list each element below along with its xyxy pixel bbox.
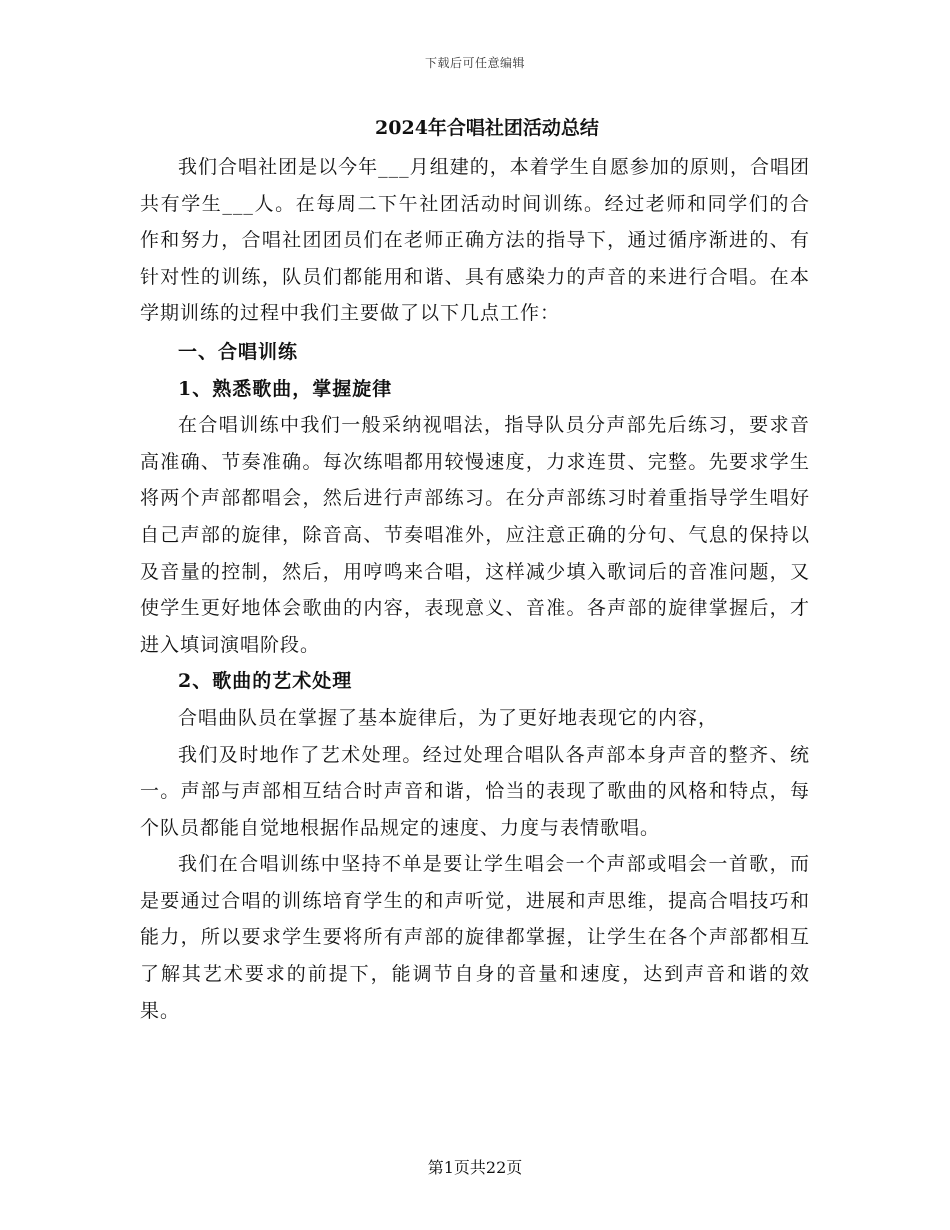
subsection-heading-artistic-processing: 2、歌曲的艺术处理 (178, 670, 353, 693)
paragraph-intro: 我们合唱社团是以今年___月组建的，本着学生自愿参加的原则，合唱团共有学生___人。在每周二下午社团活动时间训练。经过老师和同学们的合作和努力，合唱社团团员们在老师正确方法的指导下，通过循序渐进的、有针对性的训练，队员们都能用和谐、具有感染力的声音的来进行合唱。在本学期训练的过程中我们主要做了以下几点工作： (140, 156, 810, 325)
document-body (140, 113, 810, 1029)
paragraph-sight-singing: 在合唱训练中我们一般采纳视唱法，指导队员分声部先后练习，要求音高准确、节奏准确。每次练唱都用较慢速度，力求连贯、完整。先要求学生将两个声部都唱会，然后进行声部练习。在分声部练习时着重指导学生唱好自己声部的旋律，除音高、节奏唱准外，应注意正确的分句、气息的保持以及音量的控制，然后，用哼鸣来合唱，这样减少填入歌词后的音准问题，又使学生更好地体会歌曲的内容，表现意义、音准。各声部的旋律掌握后，才进入填词演唱阶段。 (140, 414, 810, 656)
document-title: 2024年合唱社团活动总结 (375, 117, 599, 139)
section-heading-choir-training: 一、合唱训练 (178, 340, 299, 363)
subsection-heading-familiarize: 1、熟悉歌曲，掌握旋律 (178, 377, 393, 400)
page-footer: 第1页共22页 (427, 1158, 523, 1177)
header-note: 下载后可任意编辑 (424, 56, 525, 70)
paragraph-artistic-1: 合唱曲队员在掌握了基本旋律后，为了更好地表现它的内容， (178, 706, 719, 729)
paragraph-harmony: 我们在合唱训练中坚持不单是要让学生唱会一个声部或唱会一首歌，而是要通过合唱的训练培育学生的和声听觉，进展和声思维，提高合唱技巧和能力，所以要求学生要将所有声部的旋律都掌握，让学生在各个声部都相互了解其艺术要求的前提下，能调节自身的音量和速度，达到声音和谐的效果。 (140, 853, 810, 1022)
paragraph-artistic-2: 我们及时地作了艺术处理。经过处理合唱队各声部本身声音的整齐、统一。声部与声部相互结合时声音和谐，恰当的表现了歌曲的风格和特点，每个队员都能自觉地根据作品规定的速度、力度与表情歌唱。 (140, 743, 810, 839)
